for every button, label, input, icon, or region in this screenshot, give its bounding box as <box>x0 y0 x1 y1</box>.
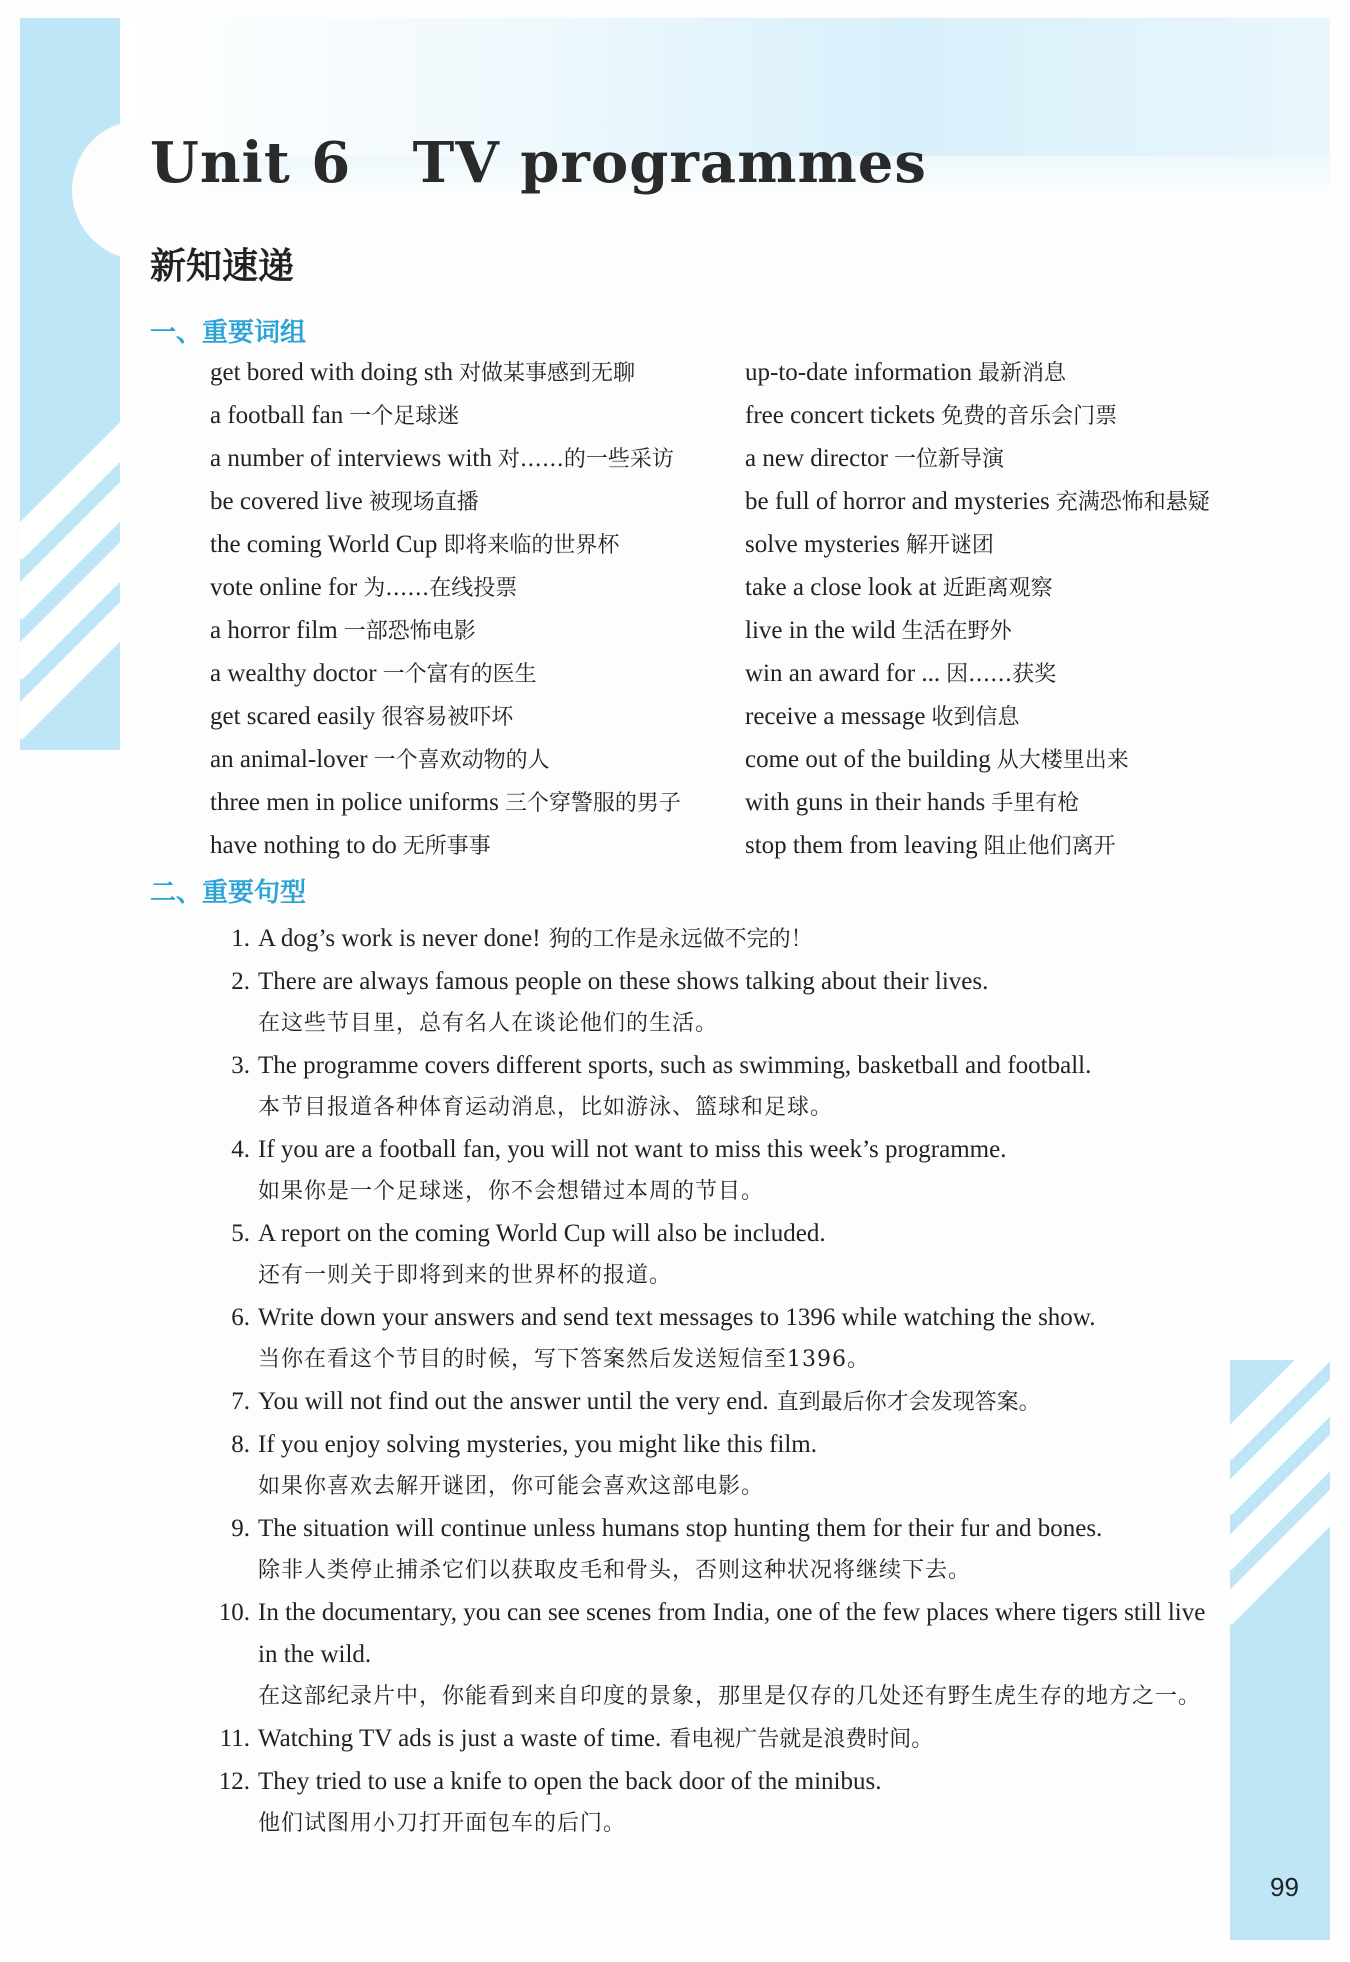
phrase-item <box>745 610 1290 653</box>
phrase-chinese: 阻止他们离开 <box>983 834 1116 859</box>
phrase-english: win an award for ... <box>745 660 941 687</box>
right-decorative-band <box>1230 1360 1330 1940</box>
phrase-english: receive a message <box>745 703 926 730</box>
sentence-number: 12. <box>218 1768 250 1795</box>
sentence-number: 9. <box>231 1515 250 1542</box>
sentence-chinese: 直到最后你才会发现答案。 <box>776 1390 1041 1415</box>
phrase-item <box>745 696 1290 739</box>
phrase-chinese: 三个穿警服的男子 <box>504 791 681 816</box>
phrase-item <box>745 481 1290 524</box>
phrase-chinese: 对……的一些采访 <box>497 447 674 472</box>
phrase-english: a horror film <box>210 617 338 644</box>
phrase-english: get bored with doing sth <box>210 359 454 386</box>
phrase-item <box>210 739 745 782</box>
sentence-english: They tried to use a knife to open the back door of the minibus. <box>258 1768 882 1795</box>
phrase-chinese: 一个足球迷 <box>349 404 460 429</box>
sentence-item <box>210 1381 1230 1424</box>
phrase-chinese: 很容易被吓坏 <box>381 705 514 730</box>
sentence-item <box>210 1508 1230 1592</box>
sentence-chinese: 还有一则关于即将到来的世界杯的报道。 <box>258 1263 673 1288</box>
phrase-item <box>210 352 745 395</box>
phrase-item <box>745 567 1290 610</box>
phrase-chinese: 无所事事 <box>402 834 491 859</box>
phrase-item <box>210 524 745 567</box>
phrase-item <box>745 653 1290 696</box>
phrase-item <box>210 567 745 610</box>
phrase-english: be full of horror and mysteries <box>745 488 1050 515</box>
sentence-number: 3. <box>231 1052 250 1079</box>
phrase-item <box>210 825 745 868</box>
sentence-item <box>210 1129 1230 1213</box>
phrase-english: a wealthy doctor <box>210 660 377 687</box>
phrase-item <box>210 610 745 653</box>
phrase-chinese: 充满恐怖和悬疑 <box>1055 490 1210 515</box>
phrase-chinese: 生活在野外 <box>901 619 1012 644</box>
sentence-chinese: 除非人类停止捕杀它们以获取皮毛和骨头，否则这种状况将继续下去。 <box>258 1558 972 1583</box>
phrase-english: up-to-date information <box>745 359 973 386</box>
sentence-chinese: 当你在看这个节目的时候，写下答案然后发送短信至1396。 <box>258 1347 870 1372</box>
phrase-english: take a close look at <box>745 574 937 601</box>
phrase-item <box>210 696 745 739</box>
sentence-number: 5. <box>231 1220 250 1247</box>
phrase-english: stop them from leaving <box>745 832 978 859</box>
phrase-item <box>210 481 745 524</box>
phrase-item <box>745 825 1290 868</box>
phrase-item <box>745 739 1290 782</box>
phrase-english: a number of interviews with <box>210 445 492 472</box>
sentence-english: A dog’s work is never done! <box>258 925 541 952</box>
sentence-item <box>210 918 1230 961</box>
sentence-number: 2. <box>231 968 250 995</box>
phrase-english: live in the wild <box>745 617 896 644</box>
sentence-chinese: 看电视广告就是浪费时间。 <box>669 1727 934 1752</box>
sentence-chinese: 如果你是一个足球迷，你不会想错过本周的节目。 <box>258 1179 765 1204</box>
sentence-item <box>210 1297 1230 1381</box>
phrase-english: a new director <box>745 445 888 472</box>
phrase-chinese: 对做某事感到无聊 <box>459 361 636 386</box>
phrase-item <box>210 782 745 825</box>
phrase-item <box>210 438 745 481</box>
unit-title: Unit 6 TV programmes <box>150 130 927 196</box>
sentence-item <box>210 1045 1230 1129</box>
phrase-item <box>210 653 745 696</box>
phrase-chinese: 收到信息 <box>931 705 1020 730</box>
sentence-item <box>210 1592 1230 1718</box>
phrase-chinese: 为……在线投票 <box>363 576 518 601</box>
sentence-item <box>210 1424 1230 1508</box>
sentence-english: Watching TV ads is just a waste of time. <box>258 1725 662 1752</box>
sentence-item <box>210 961 1230 1045</box>
phrase-english: solve mysteries <box>745 531 900 558</box>
phrase-column-right <box>745 352 1290 868</box>
sentence-list <box>210 918 1230 1845</box>
sentence-english: In the documentary, you can see scenes from India, one of the few places where tigers still live in the wild. <box>258 1599 1206 1668</box>
sentence-chinese: 本节目报道各种体育运动消息，比如游泳、篮球和足球。 <box>258 1095 834 1120</box>
phrase-chinese: 从大楼里出来 <box>996 748 1129 773</box>
sentence-number: 8. <box>231 1431 250 1458</box>
page-number: 99 <box>1270 1872 1299 1902</box>
sentence-english: The programme covers different sports, such as swimming, basketball and football. <box>258 1052 1092 1079</box>
sentence-chinese: 狗的工作是永远做不完的！ <box>548 927 813 952</box>
phrase-english: vote online for <box>210 574 358 601</box>
phrase-english: come out of the building <box>745 746 991 773</box>
phrase-chinese: 一个富有的医生 <box>382 662 537 687</box>
sentence-english: A report on the coming World Cup will also be included. <box>258 1220 826 1247</box>
sentence-item <box>210 1761 1230 1845</box>
phrase-chinese: 因……获奖 <box>946 662 1057 687</box>
phrase-english: get scared easily <box>210 703 376 730</box>
sentence-chinese: 他们试图用小刀打开面包车的后门。 <box>258 1811 627 1836</box>
phrase-english: with guns in their hands <box>745 789 986 816</box>
sentence-english: You will not find out the answer until the very end. <box>258 1388 769 1415</box>
sentence-english: The situation will continue unless humans stop hunting them for their fur and bones. <box>258 1515 1103 1542</box>
sentence-english: There are always famous people on these shows talking about their lives. <box>258 968 989 995</box>
phrase-item <box>210 395 745 438</box>
phrase-chinese: 被现场直播 <box>368 490 479 515</box>
phrase-column-left <box>210 352 745 868</box>
phrase-chinese: 一部恐怖电影 <box>343 619 476 644</box>
sentence-number: 10. <box>218 1599 250 1626</box>
section-heading: 新知速递 <box>150 246 295 287</box>
phrase-english: a football fan <box>210 402 344 429</box>
sentence-number: 6. <box>231 1304 250 1331</box>
sentence-english: If you enjoy solving mysteries, you might like this film. <box>258 1431 817 1458</box>
sentence-chinese: 在这部纪录片中，你能看到来自印度的景象，那里是仅存的几处还有野生虎生存的地方之一。 <box>258 1684 1202 1709</box>
sentence-item <box>210 1213 1230 1297</box>
phrase-item <box>745 395 1290 438</box>
phrases-heading: 一、重要词组 <box>150 318 307 348</box>
phrase-english: free concert tickets <box>745 402 936 429</box>
phrase-chinese: 免费的音乐会门票 <box>941 404 1118 429</box>
phrase-item <box>745 524 1290 567</box>
phrase-chinese: 最新消息 <box>978 361 1067 386</box>
phrase-english: the coming World Cup <box>210 531 438 558</box>
phrase-item <box>745 438 1290 481</box>
left-decorative-band <box>20 18 120 750</box>
sentence-item <box>210 1718 1230 1761</box>
sentence-number: 7. <box>231 1388 250 1415</box>
phrase-item <box>745 782 1290 825</box>
phrase-chinese: 手里有枪 <box>991 791 1080 816</box>
sentence-english: If you are a football fan, you will not want to miss this week’s programme. <box>258 1136 1007 1163</box>
phrase-item <box>745 352 1290 395</box>
sentence-chinese: 如果你喜欢去解开谜团，你可能会喜欢这部电影。 <box>258 1474 765 1499</box>
phrase-list <box>210 352 1290 868</box>
sentence-chinese: 在这些节目里，总有名人在谈论他们的生活。 <box>258 1011 719 1036</box>
phrase-chinese: 解开谜团 <box>905 533 994 558</box>
sentence-number: 1. <box>231 925 250 952</box>
phrase-chinese: 一位新导演 <box>893 447 1004 472</box>
phrase-english: have nothing to do <box>210 832 397 859</box>
phrase-english: be covered live <box>210 488 363 515</box>
sentence-number: 11. <box>219 1725 250 1752</box>
sentence-number: 4. <box>231 1136 250 1163</box>
sentence-english: Write down your answers and send text messages to 1396 while watching the show. <box>258 1304 1096 1331</box>
phrase-english: three men in police uniforms <box>210 789 499 816</box>
phrase-chinese: 一个喜欢动物的人 <box>373 748 550 773</box>
sentences-heading: 二、重要句型 <box>150 878 307 908</box>
phrase-chinese: 近距离观察 <box>942 576 1053 601</box>
phrase-english: an animal-lover <box>210 746 368 773</box>
phrase-chinese: 即将来临的世界杯 <box>443 533 620 558</box>
